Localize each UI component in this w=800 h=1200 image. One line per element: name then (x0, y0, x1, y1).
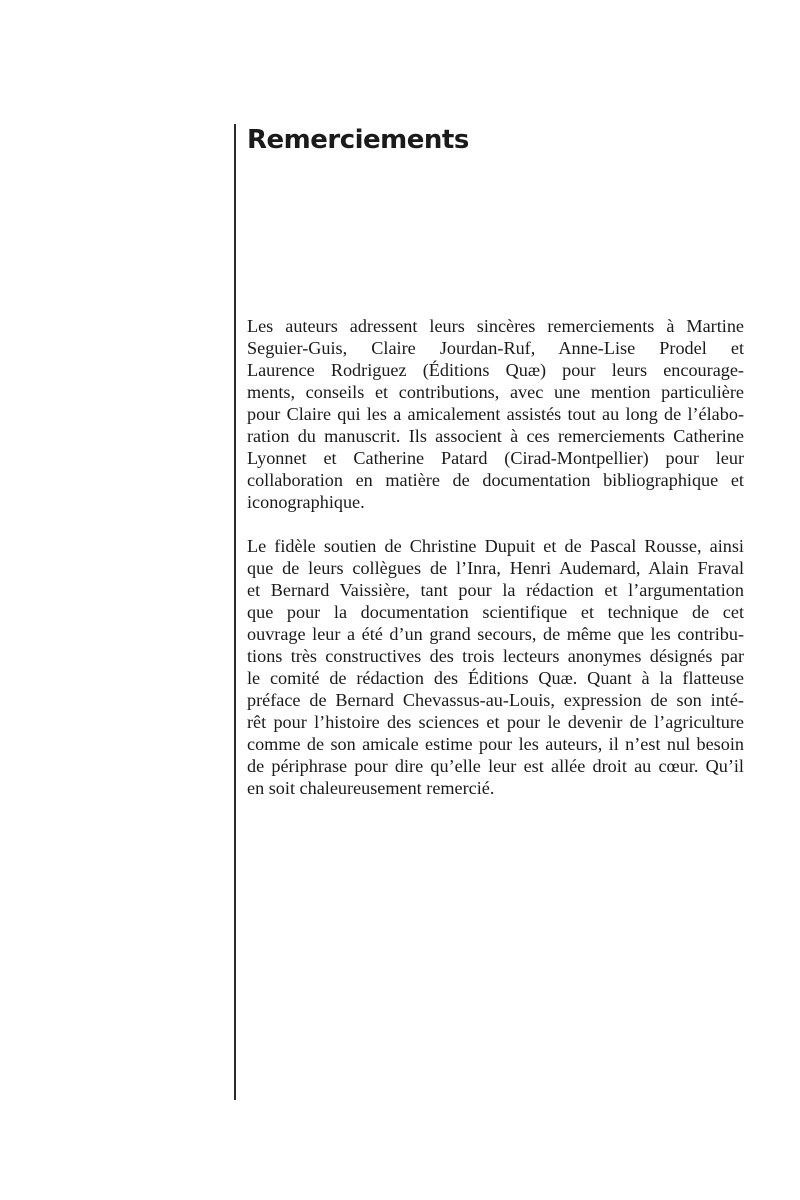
text-line: Lyonnet et Catherine Patard (Cirad-Montpellier) pour leur (247, 448, 744, 468)
text-line: que pour la documentation scientifique et technique de cet (247, 602, 744, 622)
text-line: le comité de rédaction des Éditions Quæ. Quant à la flatteuse (247, 668, 744, 688)
text-line: ouvrage leur a été d’un grand secours, de même que les contribu- (247, 624, 744, 644)
text-line: tions très constructives des trois lecteurs anonymes désignés par (247, 646, 744, 666)
text-line: Les auteurs adressent leurs sincères remerciements à Martine (247, 316, 744, 336)
text-line: que de leurs collègues de l’Inra, Henri Audemard, Alain Fraval (247, 558, 744, 578)
text-line: en soit chaleureusement remercié. (247, 778, 495, 798)
text-line: ments, conseils et contributions, avec une mention particulière (247, 382, 744, 402)
text-line: iconographique. (247, 492, 365, 512)
text-line: rêt pour l’histoire des sciences et pour le devenir de l’agriculture (247, 712, 744, 732)
text-line: Laurence Rodriguez (Éditions Quæ) pour leurs encourage- (247, 360, 744, 380)
text-line: et Bernard Vaissière, tant pour la rédaction et l’argumentation (247, 580, 744, 600)
text-line: Seguier-Guis, Claire Jourdan-Ruf, Anne-Lise Prodel et (247, 338, 744, 358)
paragraph-2 (247, 535, 744, 799)
text-line: de périphrase pour dire qu’elle leur est allée droit au cœur. Qu’il (247, 756, 744, 776)
text-line: ration du manuscrit. Ils associent à ces remerciements Catherine (247, 426, 744, 446)
paragraph-1 (247, 315, 744, 513)
vertical-margin-rule (234, 124, 236, 1100)
text-line: collaboration en matière de documentation bibliographique et (247, 470, 744, 490)
text-line: pour Claire qui les a amicalement assistés tout au long de l’élabo- (247, 404, 744, 424)
page-title: Remerciements (247, 125, 469, 155)
body-text (247, 315, 744, 821)
text-line: préface de Bernard Chevassus-au-Louis, expression de son inté- (247, 690, 744, 710)
text-line: Le fidèle soutien de Christine Dupuit et de Pascal Rousse, ainsi (247, 536, 744, 556)
text-line: comme de son amicale estime pour les auteurs, il n’est nul besoin (247, 734, 744, 754)
